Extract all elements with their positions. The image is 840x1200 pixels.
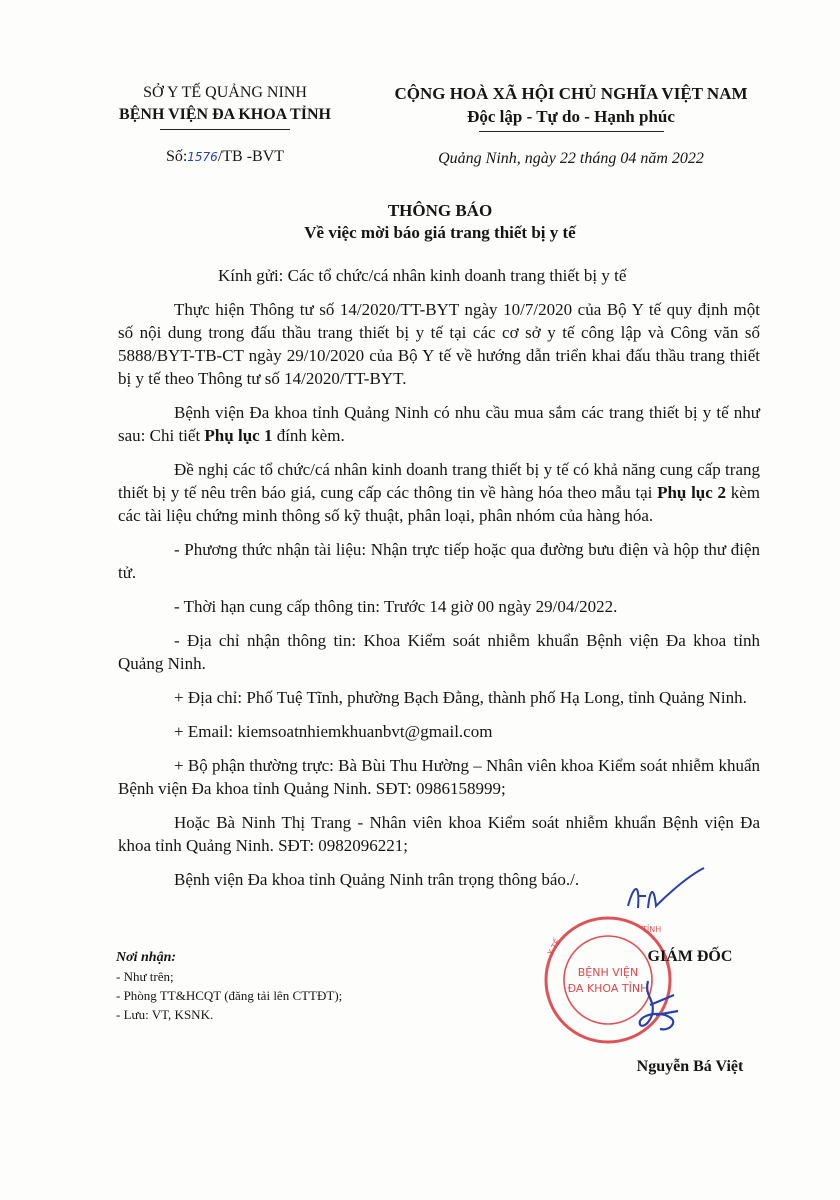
paragraph-deadline: - Thời hạn cung cấp thông tin: Trước 14 giờ 00 ngày 29/04/2022. [174, 597, 618, 616]
title-line-1: THÔNG BÁO [387, 201, 493, 220]
recipients-heading: Nơi nhận: [116, 950, 177, 965]
national-header [366, 82, 776, 132]
issuer-underline [160, 129, 290, 130]
para3-tail: kèm các tài liệu chứng minh thông số kỹ thuật, phân loại, phân nhóm của hàng hóa. [118, 483, 760, 525]
appendix-2-ref: Phụ lục 2 [657, 483, 727, 502]
paragraph-contact-1: + Bộ phận thường trực: Bà Bùi Thu Hường – Nhân viên khoa Kiểm soát nhiễm khuẩn Bệnh viện Đa khoa tỉnh Quảng Ninh. SĐT: 0986158999; [118, 756, 760, 798]
notice-title [100, 200, 780, 244]
seal-ring-text: Y TẾ [545, 937, 563, 957]
paragraph-procurement [118, 401, 760, 447]
para2-tail: đính kèm. [272, 426, 345, 445]
recipient-item: - Phòng TT&HCQT (đăng tải lên CTTĐT); [116, 988, 343, 1003]
recipients-block [116, 948, 476, 1024]
issuer-block [100, 82, 350, 168]
closing-line: Bệnh viện Đa khoa tỉnh Quảng Ninh trân trọng thông báo./. [174, 870, 580, 889]
paragraph-contact-2: Hoặc Bà Ninh Thị Trang - Nhân viên khoa Kiểm soát nhiễm khuẩn Bệnh viện Đa khoa tỉnh Quảng Ninh. SĐT: 0982096221; [118, 813, 760, 855]
signer-name: Nguyễn Bá Việt [636, 1058, 744, 1075]
agency-name: SỞ Y TẾ QUẢNG NINH [143, 84, 307, 101]
seal-line-2: ĐA KHOA TỈNH [567, 982, 649, 995]
document-number [100, 146, 350, 168]
doc-number-handwritten: 1576 [187, 150, 218, 164]
paragraph-request [118, 458, 760, 527]
doc-number-prefix: Số: [165, 148, 188, 165]
signer-title: GIÁM ĐỐC [647, 948, 733, 965]
para2-text: Bệnh viện Đa khoa tỉnh Quảng Ninh có nhu cầu mua sắm các trang thiết bị y tế như sau: Chi tiết [118, 403, 760, 445]
national-motto: Độc lập - Tự do - Hạnh phúc [467, 107, 675, 126]
recipient-item: - Lưu: VT, KSNK. [116, 1007, 214, 1022]
appendix-1-ref: Phụ lục 1 [204, 426, 273, 445]
para3-text: Đề nghị các tổ chức/cá nhân kinh doanh trang thiết bị y tế có khả năng cung cấp trang thiết bị y tế nêu trên báo giá, cung cấp các thông tin về hàng hóa theo mẫu tại [118, 460, 760, 502]
handwritten-signature [630, 975, 690, 1035]
paragraph-address: + Địa chỉ: Phố Tuệ Tĩnh, phường Bạch Đằng, thành phố Hạ Long, tỉnh Quảng Ninh. [174, 688, 747, 707]
date-line: Quảng Ninh, ngày 22 tháng 04 năm 2022 [438, 150, 704, 167]
paragraph-receiver: - Địa chỉ nhận thông tin: Khoa Kiểm soát nhiễm khuẩn Bệnh viện Đa khoa tỉnh Quảng Ninh. [118, 631, 760, 673]
paragraph-method: - Phương thức nhận tài liệu: Nhận trực tiếp hoặc qua đường bưu điện và hộp thư điện tử. [118, 540, 760, 582]
seal-ring-text: TỈNH [642, 925, 662, 934]
motto-underline [479, 131, 664, 132]
seal-line-1: BỆNH VIỆN [577, 966, 639, 979]
title-line-2: Về việc mời báo giá trang thiết bị y tế [304, 223, 576, 242]
initial-mark [618, 866, 708, 916]
recipient-item: - Như trên; [116, 969, 174, 984]
greeting: Kính gửi: Các tổ chức/cá nhân kinh doanh trang thiết bị y tế [218, 266, 627, 285]
paragraph-regulation: Thực hiện Thông tư số 14/2020/TT-BYT ngày 10/7/2020 của Bộ Y tế quy định một số nội dung trong đấu thầu trang thiết bị y tế tại các cơ sở y tế công lập và Công văn số 5888/BYT-TB-CT ngày 29/10/2020 của Bộ Y tế về hướng dẫn triển khai đấu thầu trang thiết bị y tế theo Thông tư số 14/2020/TT-BYT. [118, 300, 760, 388]
doc-number-suffix: /TB -BVT [217, 148, 285, 165]
nation-name: CỘNG HOÀ XÃ HỘI CHỦ NGHĨA VIỆT NAM [394, 84, 748, 103]
hospital-name: BỆNH VIỆN ĐA KHOA TỈNH [119, 106, 331, 123]
notice-body [118, 264, 760, 902]
paragraph-email: + Email: kiemsoatnhiemkhuanbvt@gmail.com [174, 722, 493, 741]
